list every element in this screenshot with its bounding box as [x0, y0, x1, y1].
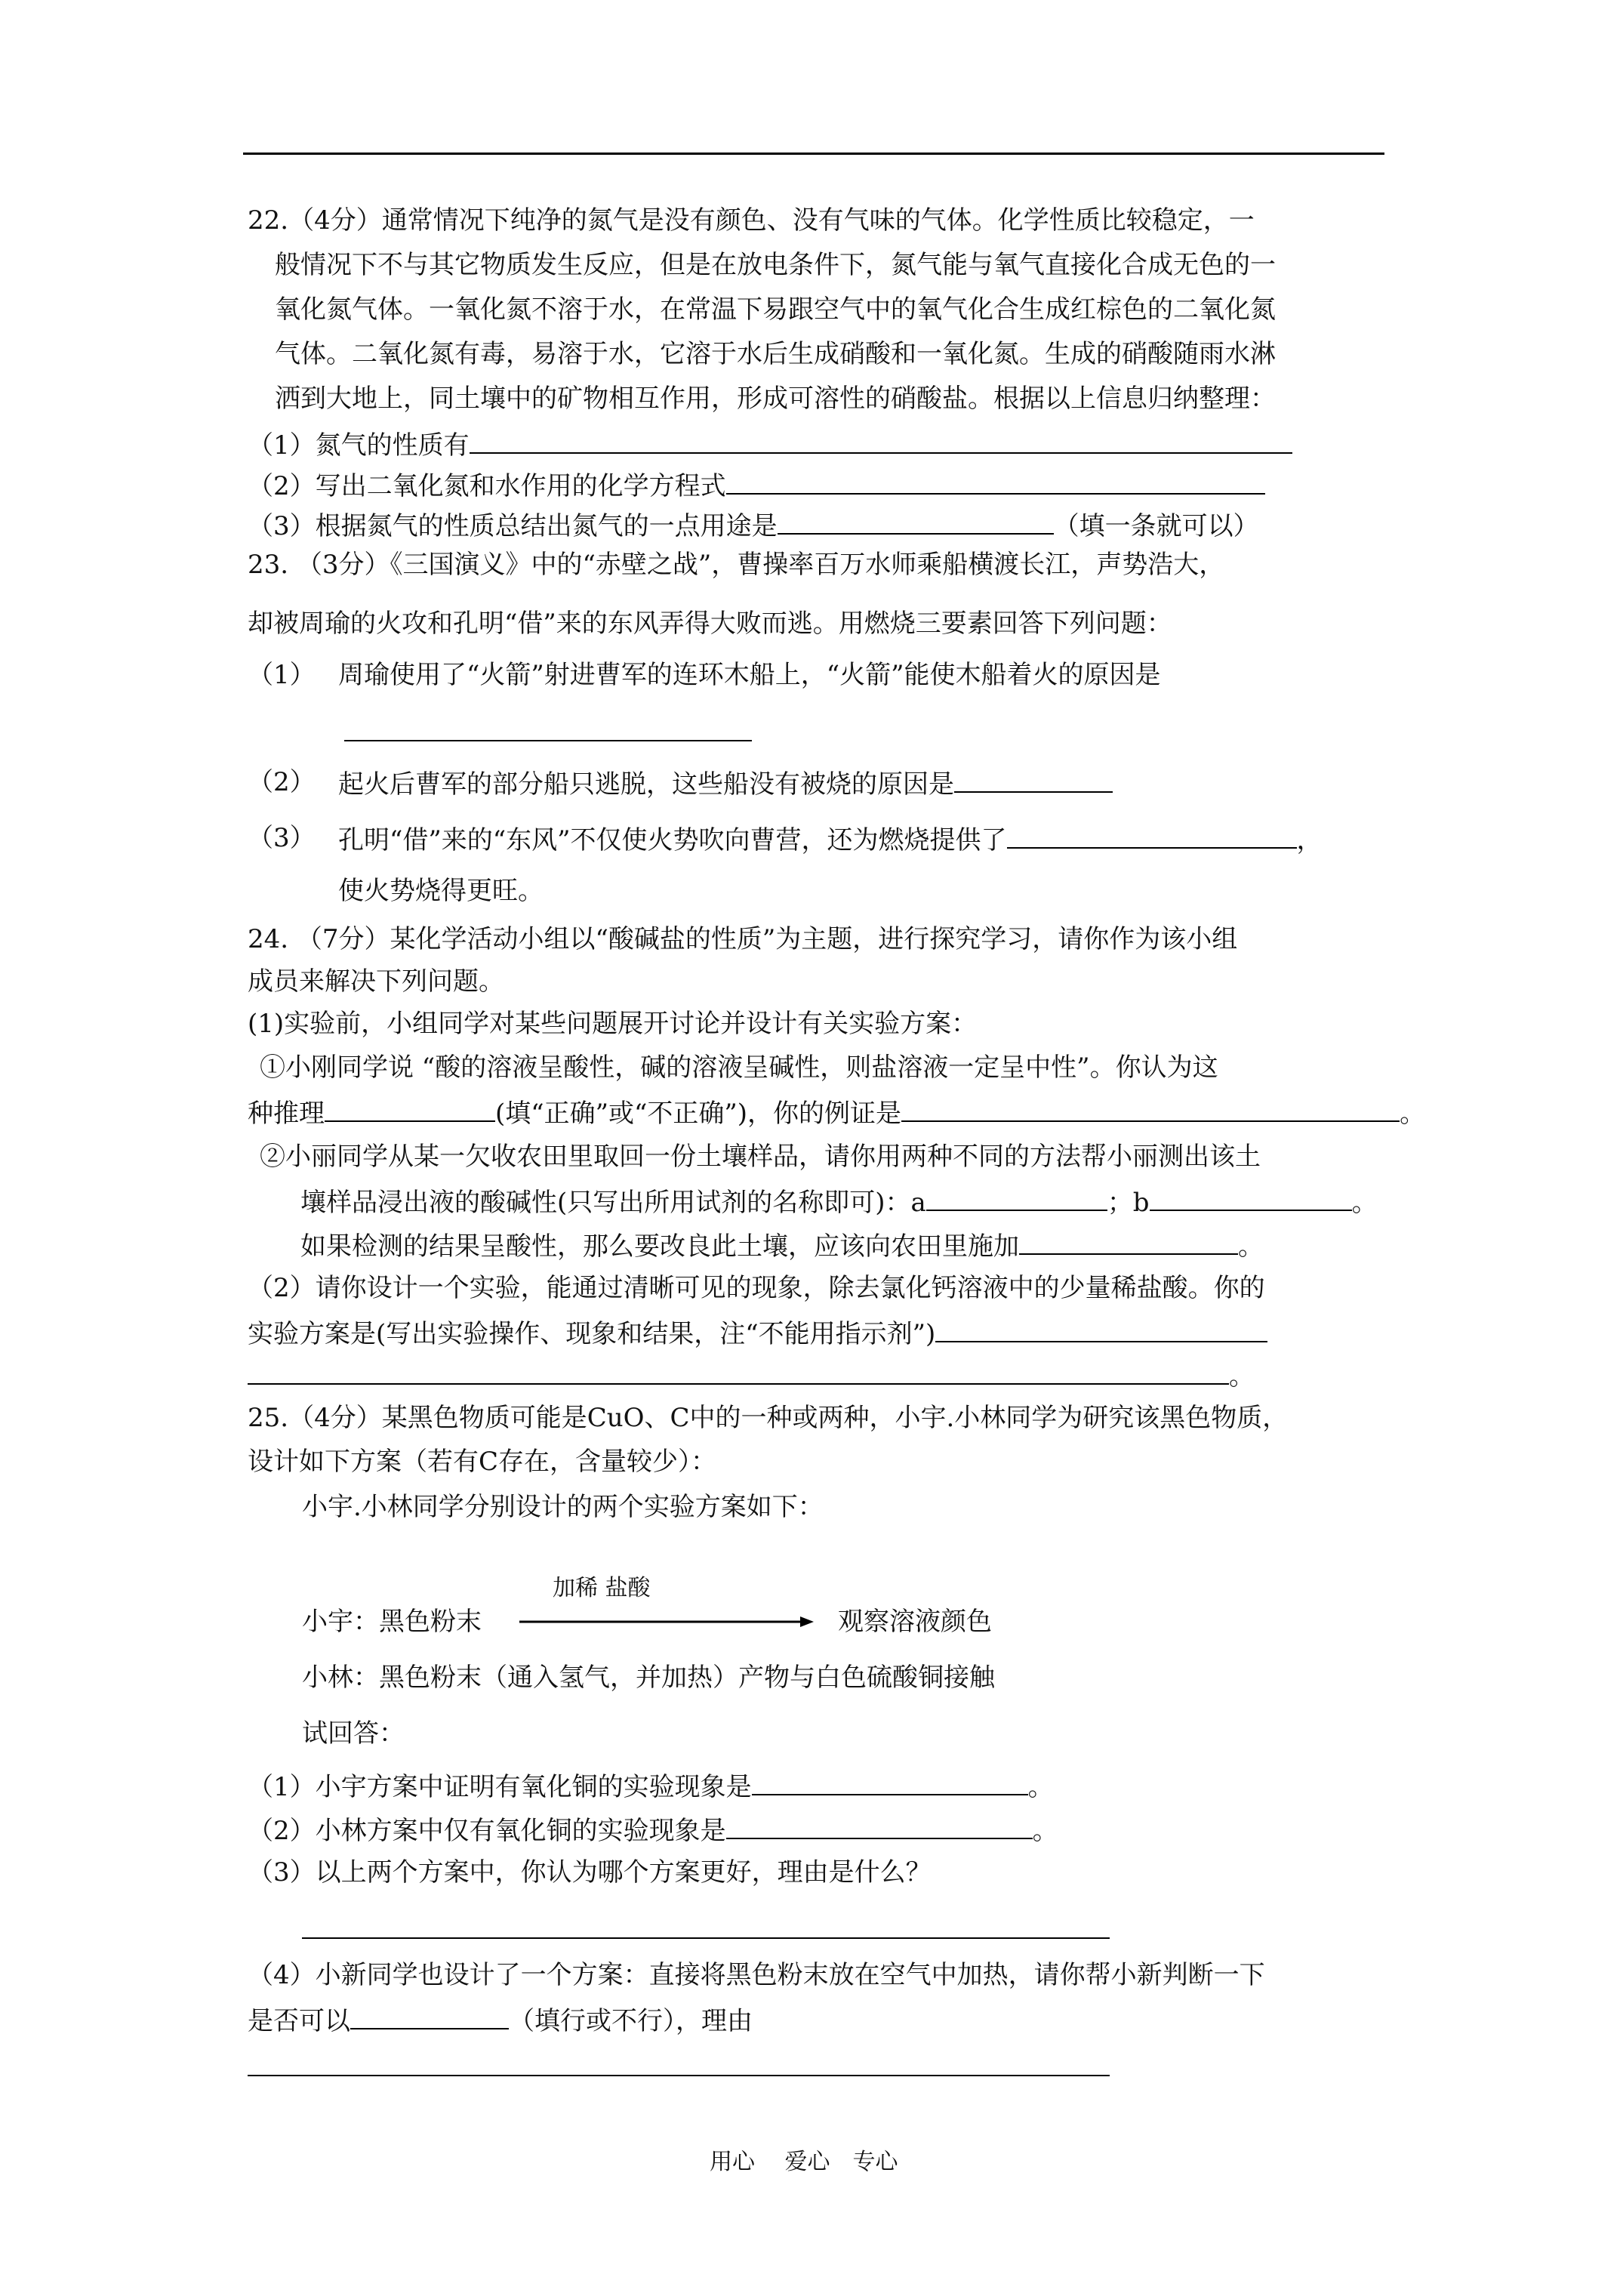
xiaoyu-plan-end: 观察溶液颜色: [838, 1607, 992, 1637]
q22-sub-1: [248, 428, 1292, 461]
q22-answer-blank-1[interactable]: [470, 428, 1292, 454]
q22-line-4: 气体。二氧化氮有毒，易溶于水，它溶于水后生成硝酸和一氧化氮。生成的硝酸随雨水淋: [275, 339, 1276, 369]
header-rule: [243, 153, 1384, 155]
q25-ask: 试回答：: [302, 1718, 405, 1749]
q22-line-3: 氧化氮气体。一氧化氮不溶于水，在常温下易跟空气中的氧气化合生成红棕色的二氧化氮: [275, 294, 1276, 325]
q25-answer-blank-3[interactable]: [302, 1937, 1110, 1939]
q22-line-1: 22.（4分）通常情况下纯净的氮气是没有颜色、没有气味的气体。化学性质比较稳定，一: [248, 205, 1255, 236]
q25-sub-4-line-1: （4）小新同学也设计了一个方案：直接将黑色粉末放在空气中加热，请你帮小新判断一下: [248, 1960, 1265, 1990]
q24-answer-blank-example[interactable]: [901, 1096, 1400, 1122]
q24-part-1a-period: 。: [1400, 1099, 1426, 1129]
q23-sub-3-text: 孔明“借”来的“东风”不仅使火势吹向曹营，还为燃烧提供了: [338, 825, 1007, 855]
q24-part-2-line-2: [248, 1317, 1267, 1349]
q24-answer-blank-amend[interactable]: [1019, 1229, 1238, 1255]
q23-sub-1-number: （1）: [248, 660, 316, 690]
xiaolin-plan: 小林：黑色粉末（通入氢气，并加热）产物与白色硫酸铜接触: [302, 1663, 995, 1693]
q22-line-5: 洒到大地上，同土壤中的矿物相互作用，形成可溶性的硝酸盐。根据以上信息归纳整理：: [275, 384, 1276, 414]
q24-line-1: 24. （7分）某化学活动小组以“酸碱盐的性质”为主题，进行探究学习，请你作为该小组: [248, 924, 1238, 954]
q24-part-1b-text-c: 如果检测的结果呈酸性，那么要改良此土壤，应该向农田里施加: [300, 1231, 1019, 1262]
q25-sub-1-period: 。: [1027, 1772, 1054, 1802]
q25-line-2: 设计如下方案（若有C存在，含量较少）：: [248, 1447, 717, 1477]
q25-sub-1-text: （1）小宇方案中证明有氧化铜的实验现象是: [248, 1772, 752, 1802]
q25-answer-blank-4[interactable]: [350, 2004, 509, 2029]
q22-sub-3-text: （3）根据氮气的性质总结出氮气的一点用途是: [248, 511, 778, 541]
q25-answer-blank-2[interactable]: [726, 1814, 1033, 1839]
q24-answer-blank-b[interactable]: [1150, 1185, 1352, 1211]
q23-sub-1-text: 周瑜使用了“火箭”射进曹军的连环木船上，“火箭”能使木船着火的原因是: [338, 660, 1161, 690]
q23-sub-3-line-2: 使火势烧得更旺。: [338, 876, 544, 906]
q24-part-1a-text-a: 种推理: [248, 1099, 325, 1129]
q24-part-1: (1)实验前，小组同学对某些问题展开讨论并设计有关实验方案：: [248, 1009, 978, 1039]
q24-answer-blank-correct[interactable]: [325, 1096, 495, 1122]
q24-part-1a-text-b: (填“正确”或“不正确”)，你的例证是: [495, 1099, 902, 1129]
q24-part-2-line-1: （2）请你设计一个实验，能通过清晰可见的现象，除去氯化钙溶液中的少量稀盐酸。你的: [248, 1273, 1265, 1303]
q24-part-1b-period: 。: [1351, 1188, 1378, 1218]
q25-sub-2-text: （2）小林方案中仅有氧化铜的实验现象是: [248, 1816, 726, 1846]
q22-sub-3: [248, 509, 1259, 541]
q24-part-2-line-3: [248, 1359, 1255, 1391]
q25-sub-2: [248, 1814, 1058, 1846]
q25-sub-2-period: 。: [1032, 1816, 1058, 1846]
q22-line-2: 般情况下不与其它物质发生反应，但是在放电条件下，氮气能与氧气直接化合成无色的一: [275, 250, 1276, 280]
q22-answer-blank-3[interactable]: [778, 509, 1054, 535]
q23-sub-2: [338, 767, 1113, 800]
q22-sub-3-note: （填一条就可以）: [1053, 511, 1259, 541]
q24-part-1b-line-2: [300, 1185, 1378, 1218]
q24-part-1b-line-1: ②小丽同学从某一欠收农田里取回一份土壤样品，请你用两种不同的方法帮小丽测出该土: [260, 1142, 1261, 1172]
q24-part-1b-text-a: 壤样品浸出液的酸碱性(只写出所用试剂的名称即可)：a: [300, 1188, 926, 1218]
reaction-arrow-icon: [519, 1613, 814, 1631]
q25-line-3: 小宇.小林同学分别设计的两个实验方案如下：: [302, 1492, 824, 1522]
q23-line-2: 却被周瑜的火攻和孔明“借”来的东风弄得大败而逃。用燃烧三要素回答下列问题：: [248, 609, 1172, 639]
q22-sub-2-text: （2）写出二氧化氮和水作用的化学方程式: [248, 471, 726, 501]
q25-answer-blank-1[interactable]: [752, 1770, 1028, 1795]
q23-sub-3-number: （3）: [248, 823, 316, 853]
q22-sub-1-text: （1）氮气的性质有: [248, 430, 470, 461]
reaction-arrow-label: 加稀 盐酸: [553, 1575, 651, 1601]
q24-part-1b-text-b: ；b: [1107, 1188, 1150, 1218]
xiaoyu-plan-start: 小宇：黑色粉末: [302, 1607, 482, 1637]
q25-answer-blank-reason[interactable]: [248, 2075, 1110, 2076]
q23-line-1: 23. （3分）《三国演义》中的“赤壁之战”，曹操率百万水师乘船横渡长江，声势浩大，: [248, 550, 1225, 580]
q23-sub-3-comma: ，: [1296, 825, 1323, 855]
q24-line-2: 成员来解决下列问题。: [248, 966, 504, 997]
q24-part-1a-line-1: ①小刚同学说 “酸的溶液呈酸性，碱的溶液呈碱性，则盐溶液一定呈中性”。你认为这: [260, 1052, 1218, 1083]
q22-answer-blank-2[interactable]: [726, 469, 1265, 495]
q24-part-1a-line-2: [248, 1096, 1425, 1129]
q25-sub-4-text-b: （填行或不行），理由: [509, 2006, 753, 2036]
q24-answer-blank-plan-1[interactable]: [935, 1317, 1267, 1342]
q22-sub-2: [248, 469, 1265, 501]
q25-sub-1: [248, 1770, 1054, 1802]
q24-part-2-period: 。: [1229, 1361, 1255, 1391]
q24-part-1b-period-2: 。: [1238, 1231, 1264, 1262]
q23-sub-2-text: 起火后曹军的部分船只逃脱，这些船没有被烧的原因是: [338, 769, 954, 800]
q23-answer-blank-3[interactable]: [1007, 823, 1297, 849]
q24-answer-blank-a[interactable]: [926, 1185, 1107, 1211]
q25-sub-4-line-2: [248, 2004, 753, 2036]
q25-sub-3: （3）以上两个方案中，你认为哪个方案更好，理由是什么？: [248, 1857, 932, 1888]
q23-answer-blank-2[interactable]: [954, 767, 1113, 793]
q23-sub-2-number: （2）: [248, 767, 316, 797]
q24-part-1b-line-3: [300, 1229, 1264, 1262]
q24-answer-blank-plan-2[interactable]: [248, 1359, 1229, 1385]
q23-sub-3: [338, 823, 1323, 855]
q25-sub-4-text-a: 是否可以: [248, 2006, 350, 2036]
q24-part-2-text: 实验方案是(写出实验操作、现象和结果，注“不能用指示剂”): [248, 1319, 936, 1349]
q23-answer-blank-1[interactable]: [344, 740, 752, 741]
q25-line-1: 25.（4分）某黑色物质可能是CuO、C中的一种或两种，小宇.小林同学为研究该黑色物质，: [248, 1403, 1289, 1433]
page-footer: 用心 爱心 专心: [710, 2149, 898, 2175]
